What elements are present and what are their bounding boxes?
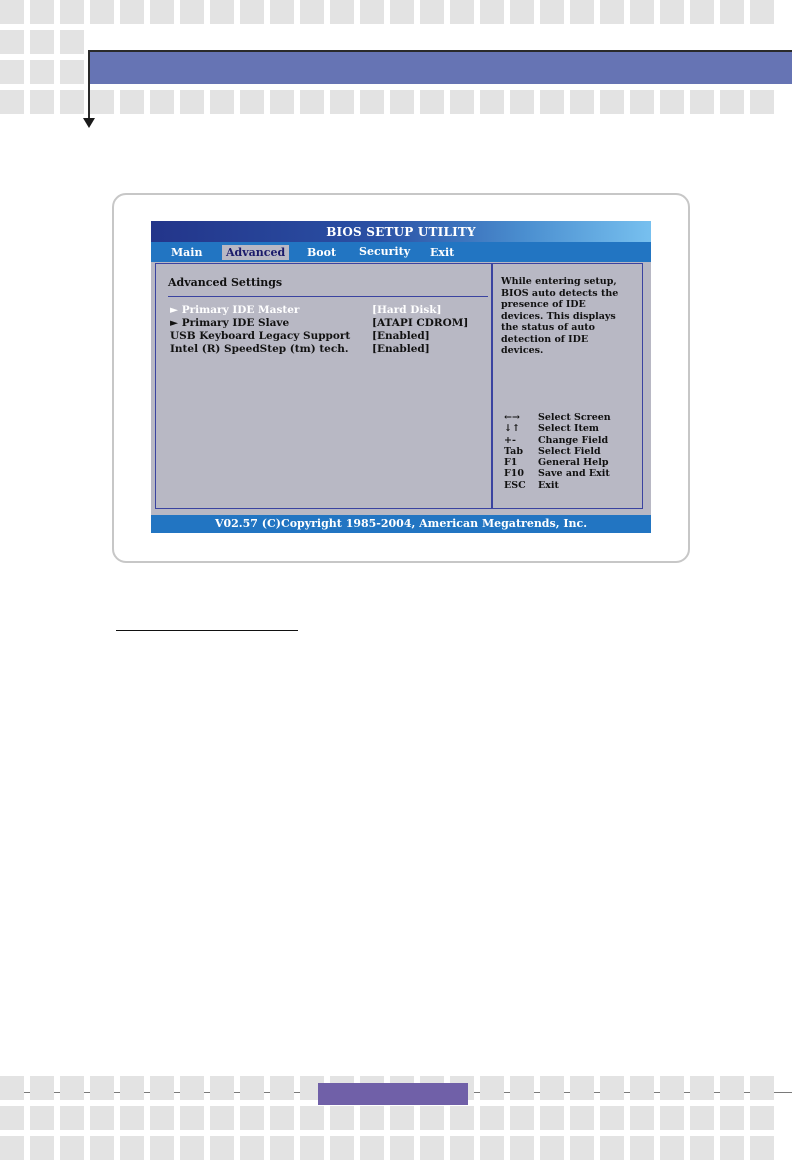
grid-square <box>570 1136 594 1160</box>
grid-square <box>660 90 684 114</box>
bios-copyright-footer: V02.57 (C)Copyright 1985-2004, American Megatrends, Inc. <box>151 515 651 533</box>
grid-square <box>120 1106 144 1130</box>
page-number-tab <box>318 1083 468 1105</box>
grid-square <box>450 1136 474 1160</box>
grid-square <box>420 1106 444 1130</box>
grid-square <box>30 1106 54 1130</box>
grid-square <box>60 90 84 114</box>
grid-square <box>180 1136 204 1160</box>
grid-square <box>270 90 294 114</box>
grid-square <box>750 1076 774 1100</box>
grid-square <box>150 0 174 24</box>
grid-square <box>330 1106 354 1130</box>
grid-square <box>660 1136 684 1160</box>
grid-square <box>90 90 114 114</box>
grid-square <box>480 1136 504 1160</box>
grid-square <box>120 0 144 24</box>
grid-square <box>480 0 504 24</box>
grid-square <box>510 0 534 24</box>
grid-square <box>600 1106 624 1130</box>
grid-square <box>300 1106 324 1130</box>
grid-square <box>690 90 714 114</box>
grid-square <box>60 30 84 54</box>
grid-square <box>660 0 684 24</box>
grid-square <box>450 90 474 114</box>
grid-square <box>0 1106 24 1130</box>
grid-square <box>630 1076 654 1100</box>
grid-square <box>750 1136 774 1160</box>
grid-square <box>240 1136 264 1160</box>
grid-square <box>150 1106 174 1130</box>
key-description: Select Screen <box>538 412 611 423</box>
grid-square <box>540 1136 564 1160</box>
grid-square <box>630 1136 654 1160</box>
grid-square <box>450 0 474 24</box>
setting-primary-ide-slave-value[interactable]: [ATAPI CDROM] <box>372 317 469 329</box>
setting-primary-ide-master-value[interactable]: [Hard Disk] <box>372 304 442 316</box>
grid-square <box>540 1106 564 1130</box>
down-arrow-icon <box>83 118 95 128</box>
grid-square <box>180 1076 204 1100</box>
grid-square <box>510 90 534 114</box>
grid-square <box>270 1136 294 1160</box>
setting-primary-ide-master[interactable]: ► Primary IDE Master <box>170 304 300 316</box>
setting-speedstep-value[interactable]: [Enabled] <box>372 343 430 355</box>
grid-square <box>630 0 654 24</box>
grid-square <box>60 60 84 84</box>
help-line: While entering setup, <box>501 276 617 287</box>
grid-square <box>360 1136 384 1160</box>
grid-square <box>240 90 264 114</box>
grid-square <box>120 90 144 114</box>
help-line: presence of IDE <box>501 299 586 310</box>
key-description: Select Field <box>538 445 601 457</box>
key-name: ESC <box>504 479 526 491</box>
help-line: detection of IDE <box>501 333 589 345</box>
grid-square <box>90 1136 114 1160</box>
grid-square <box>210 1136 234 1160</box>
grid-square <box>90 0 114 24</box>
tab-exit[interactable]: Exit <box>430 246 455 259</box>
help-text <box>501 276 641 357</box>
grid-square <box>720 1106 744 1130</box>
grid-square <box>360 0 384 24</box>
header-pointer-line <box>88 84 90 120</box>
setting-usb-keyboard-legacy-value[interactable]: [Enabled] <box>372 330 430 342</box>
grid-square <box>570 1076 594 1100</box>
grid-square <box>90 1106 114 1130</box>
grid-square <box>270 1076 294 1100</box>
help-line: devices. <box>501 345 544 356</box>
grid-square <box>510 1106 534 1130</box>
grid-square <box>300 1136 324 1160</box>
grid-square <box>0 1136 24 1160</box>
grid-square <box>540 0 564 24</box>
grid-square <box>510 1076 534 1100</box>
grid-square <box>150 90 174 114</box>
grid-square <box>570 90 594 114</box>
chapter-header-bar <box>88 50 792 84</box>
setting-usb-keyboard-legacy[interactable]: USB Keyboard Legacy Support <box>170 330 351 342</box>
grid-square <box>720 1076 744 1100</box>
grid-square <box>60 1136 84 1160</box>
grid-square <box>0 1076 24 1100</box>
grid-square <box>0 30 24 54</box>
key-name: Tab <box>504 445 523 457</box>
grid-square <box>630 1106 654 1130</box>
grid-square <box>30 1136 54 1160</box>
key-description: Change Field <box>538 434 609 446</box>
grid-square <box>300 0 324 24</box>
grid-square <box>330 0 354 24</box>
grid-square <box>750 90 774 114</box>
grid-square <box>390 90 414 114</box>
grid-square <box>270 1106 294 1130</box>
grid-square <box>420 1136 444 1160</box>
help-line: the status of auto <box>501 322 596 333</box>
setting-speedstep[interactable]: Intel (R) SpeedStep (tm) tech. <box>170 343 349 355</box>
section-divider <box>168 296 488 297</box>
help-panel <box>492 263 643 509</box>
grid-square <box>270 0 294 24</box>
grid-square <box>600 0 624 24</box>
grid-square <box>60 1076 84 1100</box>
grid-square <box>60 1106 84 1130</box>
grid-square <box>540 1076 564 1100</box>
grid-square <box>420 90 444 114</box>
grid-square <box>660 1106 684 1130</box>
grid-square <box>570 0 594 24</box>
key-name: F10 <box>504 468 524 480</box>
grid-square <box>750 1106 774 1130</box>
section-title: Advanced Settings <box>168 276 283 289</box>
grid-square <box>180 90 204 114</box>
heading-underline <box>116 630 298 631</box>
grid-square <box>690 0 714 24</box>
tab-advanced[interactable]: Advanced <box>222 245 289 260</box>
grid-square <box>180 1106 204 1130</box>
grid-square <box>240 1076 264 1100</box>
grid-square <box>390 1136 414 1160</box>
bios-setup-screen <box>151 221 651 533</box>
grid-square <box>690 1106 714 1130</box>
grid-square <box>690 1136 714 1160</box>
grid-square <box>390 1106 414 1130</box>
grid-square <box>300 90 324 114</box>
grid-square <box>330 90 354 114</box>
grid-square <box>720 90 744 114</box>
grid-square <box>210 1076 234 1100</box>
grid-square <box>480 1076 504 1100</box>
grid-square <box>600 1076 624 1100</box>
grid-square <box>210 0 234 24</box>
grid-square <box>180 0 204 24</box>
grid-square <box>390 0 414 24</box>
grid-square <box>360 90 384 114</box>
grid-square <box>0 60 24 84</box>
help-line: BIOS auto detects the <box>501 287 619 299</box>
key-name: +- <box>504 434 516 446</box>
setting-primary-ide-slave[interactable]: ► Primary IDE Slave <box>170 317 290 329</box>
grid-square <box>30 0 54 24</box>
key-description: Save and Exit <box>538 468 610 480</box>
grid-square <box>150 1076 174 1100</box>
grid-square <box>240 0 264 24</box>
grid-square <box>30 30 54 54</box>
settings-panel <box>155 263 492 509</box>
tab-main[interactable]: Main <box>171 246 203 259</box>
key-description: General Help <box>538 457 609 469</box>
bios-title: BIOS SETUP UTILITY <box>151 221 651 242</box>
key-description: Exit <box>538 479 559 491</box>
grid-square <box>150 1136 174 1160</box>
tab-boot[interactable]: Boot <box>307 246 337 259</box>
grid-square <box>360 1106 384 1130</box>
grid-square <box>450 1106 474 1130</box>
key-name: ↓↑ <box>504 423 520 435</box>
grid-square <box>120 1076 144 1100</box>
grid-square <box>420 0 444 24</box>
grid-square <box>510 1136 534 1160</box>
grid-square <box>60 0 84 24</box>
grid-square <box>600 90 624 114</box>
grid-square <box>30 1076 54 1100</box>
grid-square <box>240 1106 264 1130</box>
grid-square <box>120 1136 144 1160</box>
help-line: devices. This displays <box>501 310 616 322</box>
grid-square <box>750 0 774 24</box>
grid-square <box>540 90 564 114</box>
grid-square <box>0 90 24 114</box>
key-name: F1 <box>504 457 518 469</box>
bios-menubar <box>151 242 651 262</box>
grid-square <box>480 90 504 114</box>
grid-square <box>0 0 24 24</box>
grid-square <box>210 1106 234 1130</box>
grid-square <box>600 1136 624 1160</box>
grid-square <box>720 1136 744 1160</box>
tab-security[interactable]: Security <box>359 245 411 258</box>
grid-square <box>690 1076 714 1100</box>
grid-square <box>480 1106 504 1130</box>
key-name: ←→ <box>504 412 520 423</box>
key-description: Select Item <box>538 423 599 435</box>
grid-square <box>720 0 744 24</box>
grid-square <box>90 1076 114 1100</box>
grid-square <box>30 90 54 114</box>
grid-square <box>570 1106 594 1130</box>
grid-square <box>330 1136 354 1160</box>
grid-square <box>660 1076 684 1100</box>
grid-square <box>30 60 54 84</box>
grid-square <box>210 90 234 114</box>
grid-square <box>630 90 654 114</box>
